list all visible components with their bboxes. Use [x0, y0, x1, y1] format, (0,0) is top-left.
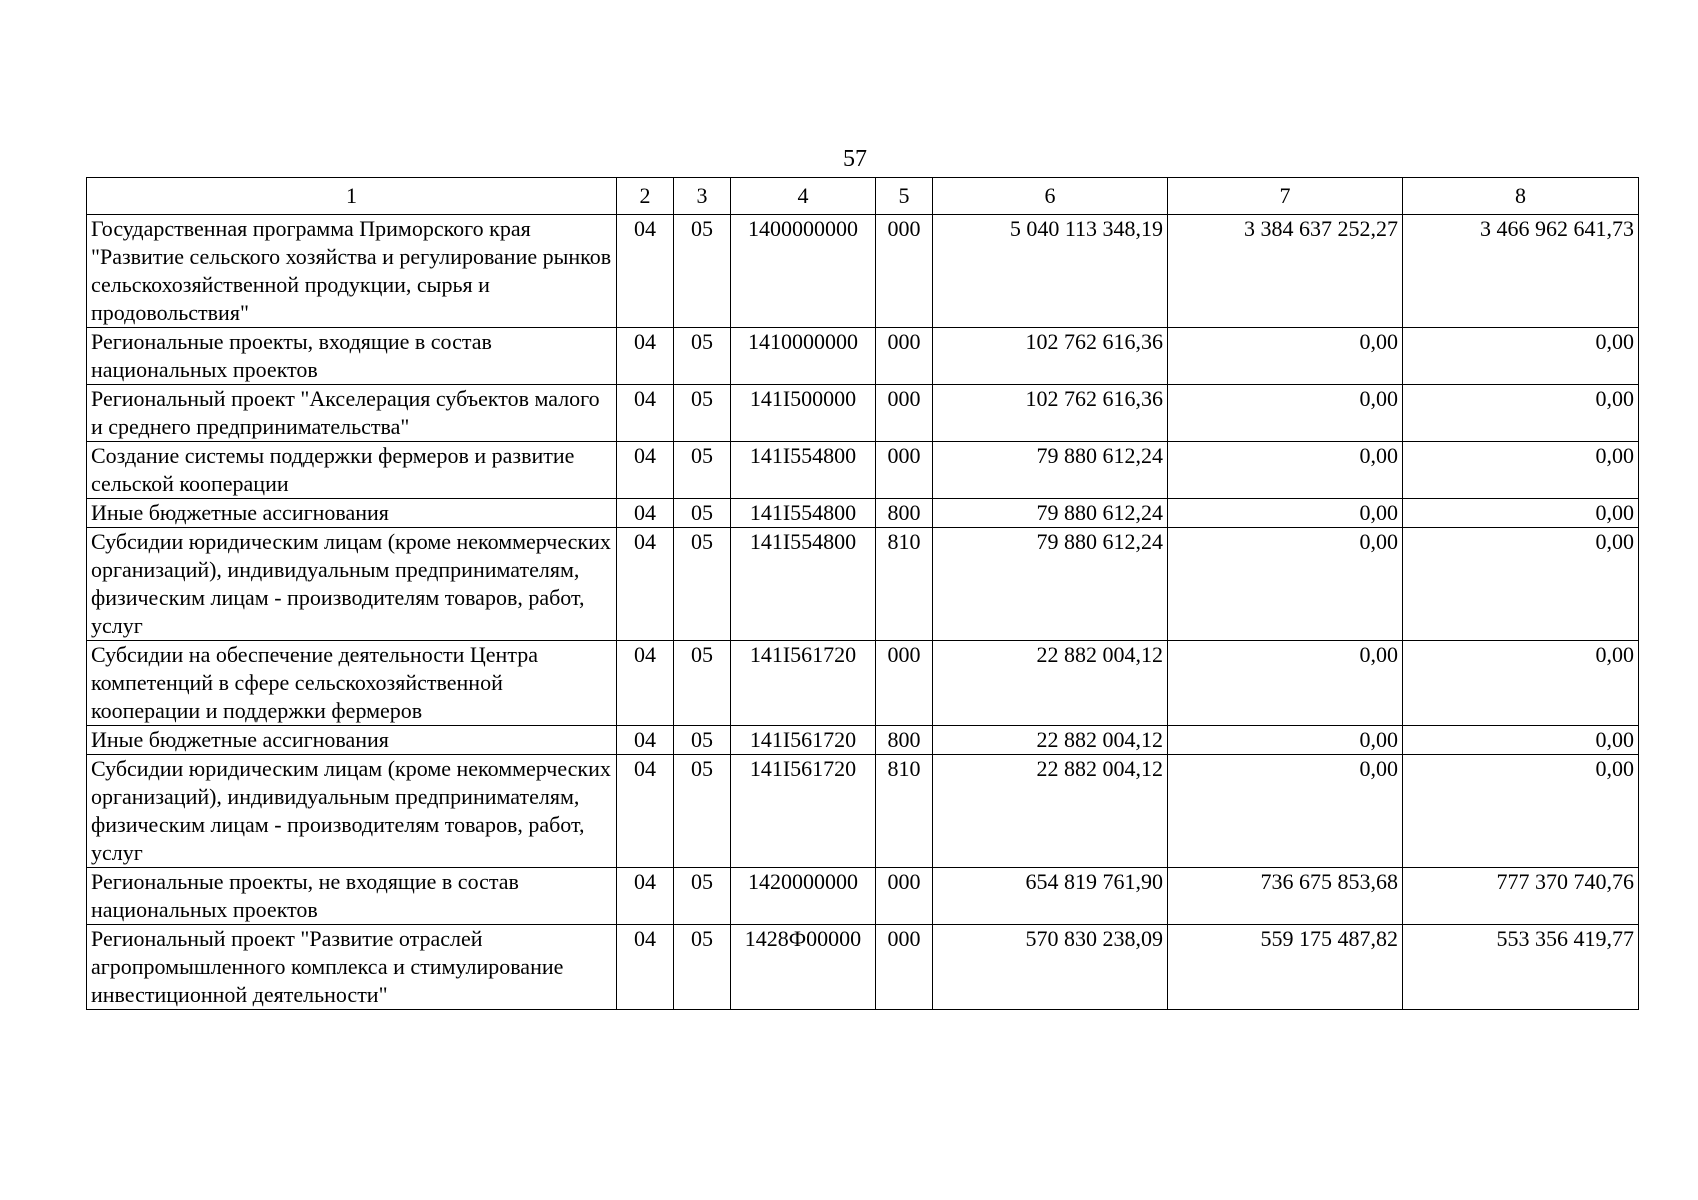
row-name: Иные бюджетные ассигнования — [87, 726, 617, 755]
row-name: Региональные проекты, не входящие в состав национальных проектов — [87, 868, 617, 925]
expense-type-code: 000 — [876, 328, 933, 385]
amount-col-7: 0,00 — [1168, 528, 1403, 641]
row-name: Государственная программа Приморского края "Развитие сельского хозяйства и регулирование рынков сельскохозяйственной продукции, сырья и продовольствия" — [87, 215, 617, 328]
table-row — [87, 328, 1639, 385]
amount-col-7: 736 675 853,68 — [1168, 868, 1403, 925]
amount-col-8: 0,00 — [1403, 641, 1639, 726]
table-row — [87, 726, 1639, 755]
amount-col-6: 102 762 616,36 — [933, 328, 1168, 385]
expense-type-code: 800 — [876, 499, 933, 528]
subsection-code: 05 — [674, 499, 731, 528]
subsection-code: 05 — [674, 328, 731, 385]
amount-col-6: 79 880 612,24 — [933, 499, 1168, 528]
amount-col-7: 559 175 487,82 — [1168, 925, 1403, 1010]
target-article-code: 1400000000 — [731, 215, 876, 328]
expense-type-code: 000 — [876, 442, 933, 499]
row-name: Региональные проекты, входящие в состав национальных проектов — [87, 328, 617, 385]
amount-col-8: 0,00 — [1403, 442, 1639, 499]
column-header: 7 — [1168, 178, 1403, 215]
amount-col-6: 5 040 113 348,19 — [933, 215, 1168, 328]
subsection-code: 05 — [674, 528, 731, 641]
table-row — [87, 215, 1639, 328]
row-name: Региональный проект "Развитие отраслей агропромышленного комплекса и стимулирование инвестиционной деятельности" — [87, 925, 617, 1010]
expense-type-code: 810 — [876, 528, 933, 641]
table-row — [87, 755, 1639, 868]
target-article-code: 141I554800 — [731, 499, 876, 528]
table-row — [87, 925, 1639, 1010]
target-article-code: 1428Ф00000 — [731, 925, 876, 1010]
amount-col-7: 0,00 — [1168, 755, 1403, 868]
amount-col-8: 0,00 — [1403, 385, 1639, 442]
amount-col-7: 0,00 — [1168, 328, 1403, 385]
section-code: 04 — [617, 499, 674, 528]
section-code: 04 — [617, 755, 674, 868]
column-header: 2 — [617, 178, 674, 215]
target-article-code: 141I554800 — [731, 442, 876, 499]
target-article-code: 141I500000 — [731, 385, 876, 442]
subsection-code: 05 — [674, 868, 731, 925]
row-name: Субсидии юридическим лицам (кроме некоммерческих организаций), индивидуальным предпринимателям, физическим лицам - производителям товаров, работ, услуг — [87, 755, 617, 868]
subsection-code: 05 — [674, 726, 731, 755]
amount-col-8: 0,00 — [1403, 726, 1639, 755]
table-row — [87, 641, 1639, 726]
table-row — [87, 499, 1639, 528]
target-article-code: 141I561720 — [731, 726, 876, 755]
table-row — [87, 868, 1639, 925]
row-name: Создание системы поддержки фермеров и развитие сельской кооперации — [87, 442, 617, 499]
column-header: 6 — [933, 178, 1168, 215]
target-article-code: 141I561720 — [731, 641, 876, 726]
amount-col-7: 0,00 — [1168, 641, 1403, 726]
section-code: 04 — [617, 385, 674, 442]
amount-col-7: 0,00 — [1168, 499, 1403, 528]
section-code: 04 — [617, 726, 674, 755]
table-row — [87, 442, 1639, 499]
column-header: 1 — [87, 178, 617, 215]
column-header: 3 — [674, 178, 731, 215]
expense-type-code: 000 — [876, 385, 933, 442]
expense-type-code: 000 — [876, 925, 933, 1010]
amount-col-6: 22 882 004,12 — [933, 726, 1168, 755]
amount-col-8: 0,00 — [1403, 528, 1639, 641]
table-row — [87, 528, 1639, 641]
target-article-code: 1420000000 — [731, 868, 876, 925]
section-code: 04 — [617, 641, 674, 726]
section-code: 04 — [617, 925, 674, 1010]
subsection-code: 05 — [674, 641, 731, 726]
amount-col-8: 0,00 — [1403, 499, 1639, 528]
amount-col-6: 570 830 238,09 — [933, 925, 1168, 1010]
amount-col-8: 3 466 962 641,73 — [1403, 215, 1639, 328]
section-code: 04 — [617, 868, 674, 925]
page-number: 57 — [843, 146, 867, 172]
amount-col-6: 22 882 004,12 — [933, 755, 1168, 868]
section-code: 04 — [617, 528, 674, 641]
subsection-code: 05 — [674, 442, 731, 499]
amount-col-7: 0,00 — [1168, 442, 1403, 499]
expense-type-code: 000 — [876, 641, 933, 726]
table-row — [87, 385, 1639, 442]
expense-type-code: 810 — [876, 755, 933, 868]
subsection-code: 05 — [674, 215, 731, 328]
amount-col-7: 0,00 — [1168, 385, 1403, 442]
subsection-code: 05 — [674, 925, 731, 1010]
amount-col-8: 553 356 419,77 — [1403, 925, 1639, 1010]
section-code: 04 — [617, 215, 674, 328]
target-article-code: 1410000000 — [731, 328, 876, 385]
amount-col-6: 22 882 004,12 — [933, 641, 1168, 726]
target-article-code: 141I554800 — [731, 528, 876, 641]
amount-col-6: 654 819 761,90 — [933, 868, 1168, 925]
amount-col-8: 0,00 — [1403, 328, 1639, 385]
expense-type-code: 800 — [876, 726, 933, 755]
subsection-code: 05 — [674, 755, 731, 868]
row-name: Иные бюджетные ассигнования — [87, 499, 617, 528]
budget-table — [86, 177, 1639, 1010]
row-name: Субсидии юридическим лицам (кроме некоммерческих организаций), индивидуальным предпринимателям, физическим лицам - производителям товаров, работ, услуг — [87, 528, 617, 641]
target-article-code: 141I561720 — [731, 755, 876, 868]
amount-col-6: 79 880 612,24 — [933, 528, 1168, 641]
row-name: Субсидии на обеспечение деятельности Центра компетенций в сфере сельскохозяйственной кооперации и поддержки фермеров — [87, 641, 617, 726]
header-row — [87, 178, 1639, 215]
section-code: 04 — [617, 442, 674, 499]
amount-col-8: 777 370 740,76 — [1403, 868, 1639, 925]
section-code: 04 — [617, 328, 674, 385]
amount-col-7: 3 384 637 252,27 — [1168, 215, 1403, 328]
subsection-code: 05 — [674, 385, 731, 442]
expense-type-code: 000 — [876, 215, 933, 328]
expense-type-code: 000 — [876, 868, 933, 925]
amount-col-7: 0,00 — [1168, 726, 1403, 755]
amount-col-6: 102 762 616,36 — [933, 385, 1168, 442]
column-header: 8 — [1403, 178, 1639, 215]
amount-col-8: 0,00 — [1403, 755, 1639, 868]
row-name: Региональный проект "Акселерация субъектов малого и среднего предпринимательства" — [87, 385, 617, 442]
column-header: 4 — [731, 178, 876, 215]
amount-col-6: 79 880 612,24 — [933, 442, 1168, 499]
column-header: 5 — [876, 178, 933, 215]
